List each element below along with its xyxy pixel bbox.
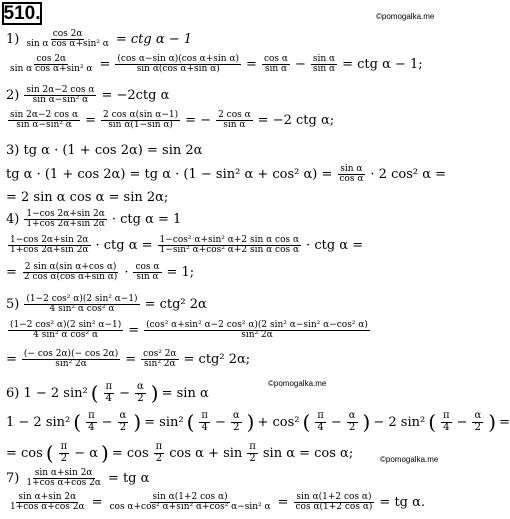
- p6-line2: [6, 442, 353, 464]
- p1-a-den: sin α cos α+sin² α: [10, 64, 93, 75]
- p4-given-num: 1−cos 2α+sin 2α: [26, 209, 105, 219]
- p6-pi: π: [105, 381, 113, 392]
- p3-frac-num: sin α: [340, 164, 363, 174]
- p2-solution: [6, 111, 334, 131]
- p1-tail: = ctg α − 1;: [342, 57, 423, 73]
- p7-a-den: 1+cos α+cos 2α: [10, 502, 85, 513]
- p1-c-frac: [262, 55, 290, 75]
- p5-given-den: 4 sin² α cos² α: [49, 304, 115, 315]
- p6-l1-p3o: (: [302, 410, 311, 434]
- p1-c-num: cos α: [263, 54, 288, 64]
- p4-dot: ·: [124, 265, 129, 281]
- p6-l1-f3d: 4: [201, 421, 208, 433]
- p6-l1-f1d: 4: [88, 421, 95, 433]
- p6-paren-open: (: [90, 381, 99, 405]
- p4-given-frac: [24, 210, 107, 230]
- p7-eq2: =: [277, 495, 289, 511]
- p6-given-lhs: 6) 1 − 2 sin²: [6, 385, 88, 401]
- p4-d-den: sin α: [136, 272, 159, 283]
- p6-l1-p4c: ): [488, 410, 497, 434]
- p6-l2-f2n: π: [155, 441, 163, 452]
- p7-given-rhs: = tg α: [107, 471, 150, 487]
- p4-b-num: 1−cos² α+sin² α+2 sin α cos α: [159, 235, 300, 245]
- p6-l1-lhs: 1 − 2 sin²: [6, 414, 71, 430]
- p3-frac-den: cos α: [339, 174, 364, 185]
- p2-c-den: sin α: [223, 120, 246, 131]
- p6-l1-plus: + cos²: [257, 414, 300, 430]
- p2-given-rhs: = −2ctg α: [101, 88, 170, 104]
- p7-a-num: sin α+sin 2α: [18, 492, 77, 502]
- p4-tail: = 1;: [166, 265, 195, 281]
- p6-alpha: α: [137, 381, 144, 392]
- p1-d-den: sin α: [312, 64, 336, 75]
- p6-l1-end: =: [499, 414, 510, 430]
- p7-given-frac: [24, 469, 103, 489]
- p6-l1-f6: [347, 411, 358, 433]
- p5-c-num: (− cos 2α)(− cos 2α): [23, 349, 119, 359]
- p3-given-text: 3) tg α · (1 + cos 2α) = sin 2α: [6, 143, 203, 158]
- p6-l1-p3c: ): [362, 410, 371, 434]
- p2-a-den: sin α−sin² α: [16, 120, 72, 131]
- p5-eq3: =: [125, 352, 137, 368]
- p7-c-den: cos α(1+2 cos α): [295, 502, 373, 513]
- p6-l1-f2n: α: [119, 410, 127, 421]
- p6-l1-f3: [199, 411, 210, 433]
- p6-l1-f8n: α: [474, 410, 482, 421]
- p6-l1-f8: [472, 411, 483, 433]
- watermark-top: ©pomogalka.me: [376, 12, 435, 21]
- p7-b-frac: [107, 493, 272, 513]
- p3-frac: [337, 165, 365, 185]
- p3-line2-text: = 2 sin α cos α = sin 2α;: [6, 190, 169, 205]
- p1-given: [6, 30, 192, 50]
- p6-pi4-frac: [104, 382, 115, 404]
- p5-given-num: (1−2 cos² α)(2 sin² α−1): [26, 294, 138, 304]
- p5-line2: [6, 350, 250, 370]
- p5-a-frac: [8, 321, 123, 341]
- p1-given-frac: [24, 30, 111, 50]
- p3-line1-text: tg α · (1 + cos 2α) = tg α · (1 − sin² α + cos² α) =: [6, 167, 333, 183]
- p6-given-rhs: = sin α: [161, 385, 209, 401]
- p6-l2-f1d: 2: [60, 452, 68, 464]
- p5-b-den: sin² 2α: [241, 330, 273, 341]
- p6-l1-f5: [315, 411, 326, 433]
- p2-given-frac: [24, 86, 96, 106]
- p6-l2-f1n: π: [60, 441, 68, 452]
- p2-tail: = −2 ctg α;: [257, 113, 335, 129]
- p1-given-den: sin α cos α+sin² α: [26, 39, 109, 50]
- p6-l1-p1o: (: [73, 410, 82, 434]
- p5-line1: [6, 321, 372, 341]
- p6-given: [6, 382, 209, 404]
- p7-eq1: =: [91, 495, 103, 511]
- p6-line1: [6, 411, 510, 433]
- p2-given-num: sin 2α−2 cos α: [26, 85, 95, 95]
- p6-l1-f6n: α: [348, 410, 356, 421]
- p1-b-den: sin α(cos α+sin α): [136, 64, 220, 75]
- p4-c-num: 2 sin α(sin α+cos α): [24, 262, 117, 272]
- p5-given-rhs: = ctg² 2α: [144, 297, 207, 313]
- p6-l1-f8d: 2: [474, 421, 482, 433]
- p6-l1-eq: = sin²: [144, 414, 184, 430]
- p7-b-den: cos α+cos² α+sin² α+cos² α−sin² α: [109, 502, 271, 513]
- p4-given-den: 1+cos 2α+sin 2α: [26, 219, 105, 230]
- p1-d-frac: [311, 55, 337, 75]
- p4-b-frac: [158, 236, 302, 256]
- p1-given-rhs: = ctg α − 1: [115, 32, 193, 48]
- p2-given: [6, 86, 169, 106]
- p5-given: [6, 295, 207, 315]
- p6-l2-end: sin α = cos α;: [262, 445, 354, 461]
- p4-given: [6, 210, 181, 230]
- p4-a-frac: [8, 236, 91, 256]
- p6-l1-p1c: ): [133, 410, 142, 434]
- p4-b-tail: · ctg α =: [306, 238, 364, 254]
- p4-label: 4): [6, 212, 20, 228]
- p4-a-den: 1+cos 2α+sin 2α: [10, 245, 89, 256]
- p2-a-frac: [8, 111, 80, 131]
- p2-c-num: 2 cos α: [218, 110, 251, 120]
- watermark-bottom: ©pomogalka.me: [380, 455, 439, 464]
- p4-c-den: 2 cos α(cos α+sin α): [23, 272, 118, 283]
- p6-l1-f7n: π: [443, 410, 450, 421]
- p6-l2-f3: [247, 442, 258, 464]
- p3-line2: [6, 190, 168, 205]
- p1-eq1: =: [99, 57, 111, 73]
- p5-d-frac: [141, 350, 178, 370]
- p4-a-mid: · ctg α =: [95, 238, 153, 254]
- p7-c-num: sin α(1+2 cos α): [296, 492, 372, 502]
- p5-eq2: =: [6, 352, 17, 368]
- p6-l1-f5n: π: [317, 410, 324, 421]
- p7-given-den: 1+cos α+cos 2α: [26, 478, 101, 489]
- p7-label: 7): [6, 471, 20, 487]
- problem-number: 510.: [3, 2, 41, 24]
- p6-l2-start: = cos: [6, 445, 43, 461]
- p1-given-num: cos 2α: [52, 29, 83, 39]
- p1-eq2: =: [246, 57, 257, 73]
- p6-l1-m3: −: [330, 414, 342, 430]
- p1-minus: −: [294, 57, 306, 73]
- p4-eq: =: [6, 265, 17, 281]
- p6-l1-f4d: 2: [233, 421, 240, 433]
- p6-two: 2: [137, 392, 144, 404]
- p2-b-den: sin α(1−sin α): [108, 120, 173, 131]
- p6-l1-f3n: π: [201, 410, 208, 421]
- p1-solution: [6, 55, 423, 75]
- p1-b-frac: [115, 55, 241, 75]
- p5-c-frac: [22, 350, 120, 370]
- p5-eq1: =: [128, 323, 140, 339]
- p4-d-frac: [133, 263, 161, 283]
- p5-b-frac: [144, 321, 370, 341]
- p5-given-frac: [24, 295, 139, 315]
- p6-l2-mid: = cos: [111, 445, 149, 461]
- p2-eq1: =: [85, 113, 97, 129]
- p5-label: 5): [6, 297, 20, 313]
- p6-four: 4: [105, 392, 113, 404]
- p6-l1-m1: −: [101, 414, 113, 430]
- p5-d-den: sin² 2α: [144, 359, 176, 370]
- p6-l2-f2: [154, 442, 165, 464]
- p1-b-num: (cos α−sin α)(cos α+sin α): [117, 54, 240, 64]
- p7-given-num: sin α+sin 2α: [34, 468, 93, 478]
- p1-a-frac: [8, 55, 95, 75]
- p6-l2-f3d: 2: [249, 452, 256, 464]
- p7-b-num: sin α(1+2 cos α): [152, 492, 228, 502]
- p6-l2-po: (: [45, 441, 54, 465]
- p6-l1-f7: [441, 411, 452, 433]
- p1-d-num: sin α: [312, 54, 336, 64]
- p3-line1: [6, 165, 446, 185]
- p5-a-den: 4 sin² α cos² α: [33, 330, 99, 341]
- p4-c-frac: [22, 263, 119, 283]
- p2-given-den: sin α−sin² α: [32, 95, 89, 106]
- p2-eq2: = −: [185, 113, 212, 129]
- p6-l2-f1: [59, 442, 70, 464]
- p7-a-frac: [8, 493, 87, 513]
- p6-l1-f2: [118, 411, 129, 433]
- p4-line1: [6, 236, 363, 256]
- p5-d-num: cos² 2α: [143, 349, 177, 359]
- p1-c-den: sin α: [264, 64, 288, 75]
- p6-l1-f1: [86, 411, 97, 433]
- p6-l1-m4: −: [456, 414, 468, 430]
- p6-l1-f2d: 2: [119, 421, 127, 433]
- p6-l1-f7d: 4: [443, 421, 450, 433]
- p7-given: [6, 469, 149, 489]
- p5-a-num: (1−2 cos² α)(2 sin² α−1): [10, 320, 122, 330]
- p4-a-num: 1−cos 2α+sin 2α: [10, 235, 89, 245]
- p5-c-den: sin² 2α: [55, 359, 87, 370]
- p6-minus: −: [119, 385, 131, 401]
- p2-label: 2): [6, 88, 20, 104]
- p6-l1-f5d: 4: [317, 421, 324, 433]
- p1-a-num: cos 2α: [36, 54, 67, 64]
- p6-l2-m: − α: [74, 445, 99, 461]
- p4-line2: [6, 263, 194, 283]
- p1-label: 1): [6, 32, 20, 48]
- p4-given-rhs: · ctg α = 1: [111, 212, 182, 228]
- p6-l2-f2d: 2: [155, 452, 163, 464]
- p6-l1-m2: −: [214, 414, 226, 430]
- p4-d-num: cos α: [135, 262, 160, 272]
- p7-c-frac: [294, 493, 375, 513]
- p2-b-num: 2 cos α(sin α−1): [103, 110, 179, 120]
- p6-l1-f6d: 2: [348, 421, 356, 433]
- p7-tail: = tg α.: [379, 495, 426, 511]
- p6-l1-f1n: π: [88, 410, 95, 421]
- p2-a-num: sin 2α−2 cos α: [10, 110, 79, 120]
- p6-l1-p2o: (: [186, 410, 195, 434]
- watermark-middle: ©pomogalka.me: [268, 379, 327, 388]
- p6-l1-minus: − 2 sin²: [373, 414, 426, 430]
- p3-line1-tail: · 2 cos² α =: [370, 167, 447, 183]
- p6-a2-frac: [135, 382, 146, 404]
- p5-b-num: (cos² α+sin² α−2 cos² α)(2 sin² α−sin² α−cos² α): [146, 320, 368, 330]
- p6-l2-f3n: π: [249, 441, 256, 452]
- p3-given: [6, 143, 202, 158]
- p6-l1-p2c: ): [246, 410, 255, 434]
- p5-tail: = ctg² 2α;: [183, 352, 251, 368]
- p2-c-frac: [216, 111, 253, 131]
- p6-l2-cos: cos α + sin: [169, 445, 243, 461]
- p6-l1-f4n: α: [232, 410, 240, 421]
- p7-solution: [6, 493, 425, 513]
- p6-l1-p4o: (: [428, 410, 436, 434]
- p6-l1-f4: [231, 411, 242, 433]
- p4-b-den: 1−sin² α+cos² α+2 sin α cos α: [159, 245, 300, 256]
- p2-b-frac: [101, 111, 180, 131]
- p6-paren-close: ): [150, 381, 159, 405]
- p6-l2-pc: ): [101, 441, 109, 465]
